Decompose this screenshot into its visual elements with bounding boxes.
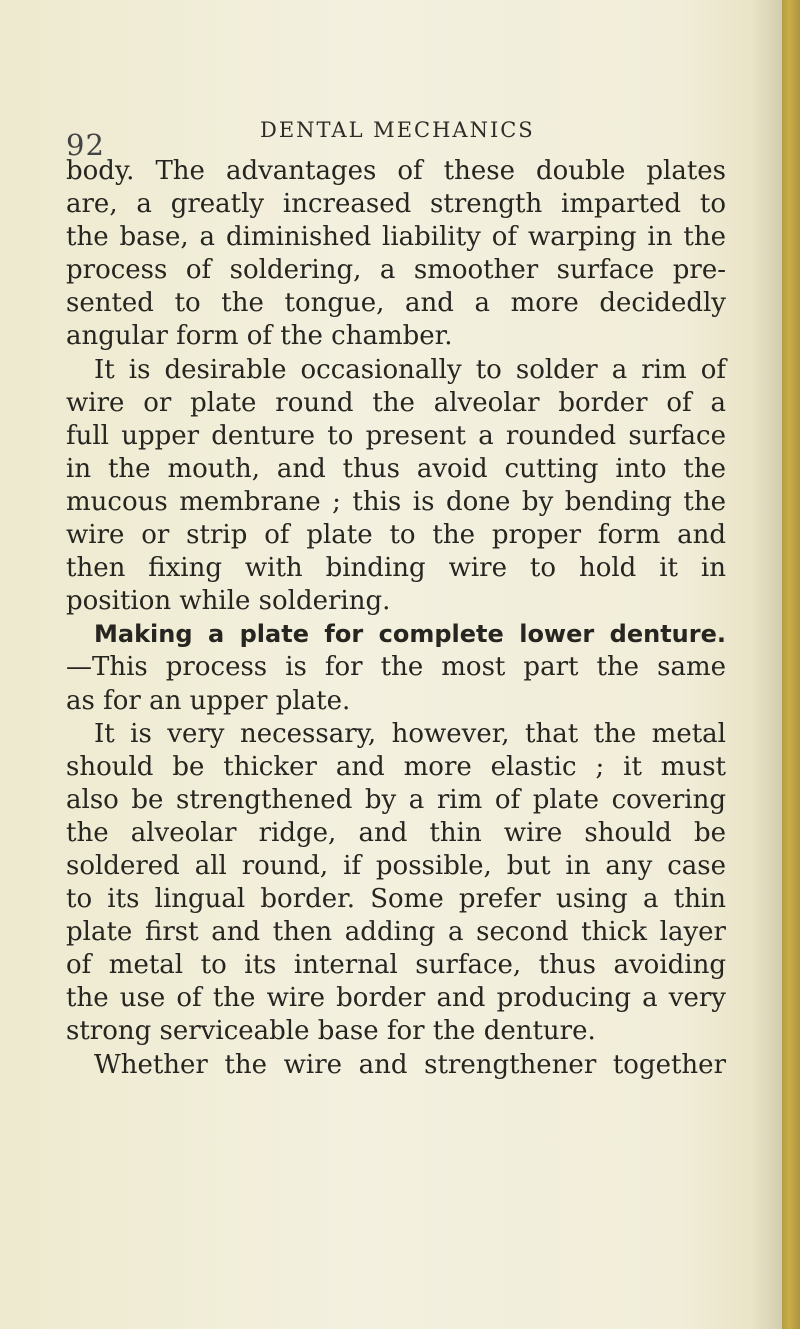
text-line: —This process is for the most part the same: [66, 652, 726, 683]
text-line: Whether the wire and strengthener together: [94, 1049, 726, 1080]
text-line: also be strengthened by a rim of plate covering: [66, 784, 726, 815]
page-number: 92: [66, 128, 105, 162]
text-line: the base, a diminished liability of warping in the: [66, 222, 726, 253]
text-line: position while soldering.: [66, 586, 391, 617]
text-line: then fixing with binding wire to hold it in: [66, 553, 726, 584]
text-line: wire or strip of plate to the proper form and: [66, 520, 726, 551]
text-line: mucous membrane ; this is done by bending the: [66, 486, 726, 517]
text-line: process of soldering, a smoother surface pre-: [66, 255, 726, 286]
text-line: It is very necessary, however, that the metal: [94, 718, 726, 749]
text-line: body. The advantages of these double plates: [66, 156, 726, 186]
gutter-shadow: [752, 0, 782, 1329]
text-line: as for an upper plate.: [66, 685, 351, 716]
text-line: should be thicker and more elastic ; it must: [66, 751, 726, 782]
text-line: sented to the tongue, and a more decidedly: [66, 288, 726, 319]
text-line: soldered all round, if possible, but in any case: [66, 850, 726, 881]
text-line: It is desirable occasionally to solder a rim of: [94, 354, 726, 385]
text-line: of metal to its internal surface, thus avoiding: [66, 950, 726, 981]
body-text: [66, 155, 726, 1082]
section-heading: Making a plate for complete lower denture.: [94, 620, 726, 649]
text-line: are, a greatly increased strength imparted to: [66, 189, 726, 220]
text-line: to its lingual border. Some prefer using a thin: [66, 884, 726, 915]
text-line: plate first and then adding a second thick layer: [66, 917, 726, 948]
text-line: the use of the wire border and producing a very: [66, 983, 726, 1014]
text-line: wire or plate round the alveolar border of a: [66, 387, 726, 418]
text-line: the alveolar ridge, and thin wire should be: [66, 817, 726, 848]
text-line: in the mouth, and thus avoid cutting into the: [66, 453, 726, 484]
text-line: full upper denture to present a rounded surface: [66, 420, 726, 451]
book-gutter-edge: [782, 0, 800, 1329]
text-line: strong serviceable base for the denture.: [66, 1016, 596, 1047]
running-title: DENTAL MECHANICS: [260, 118, 535, 142]
text-line: angular form of the chamber.: [66, 321, 453, 352]
